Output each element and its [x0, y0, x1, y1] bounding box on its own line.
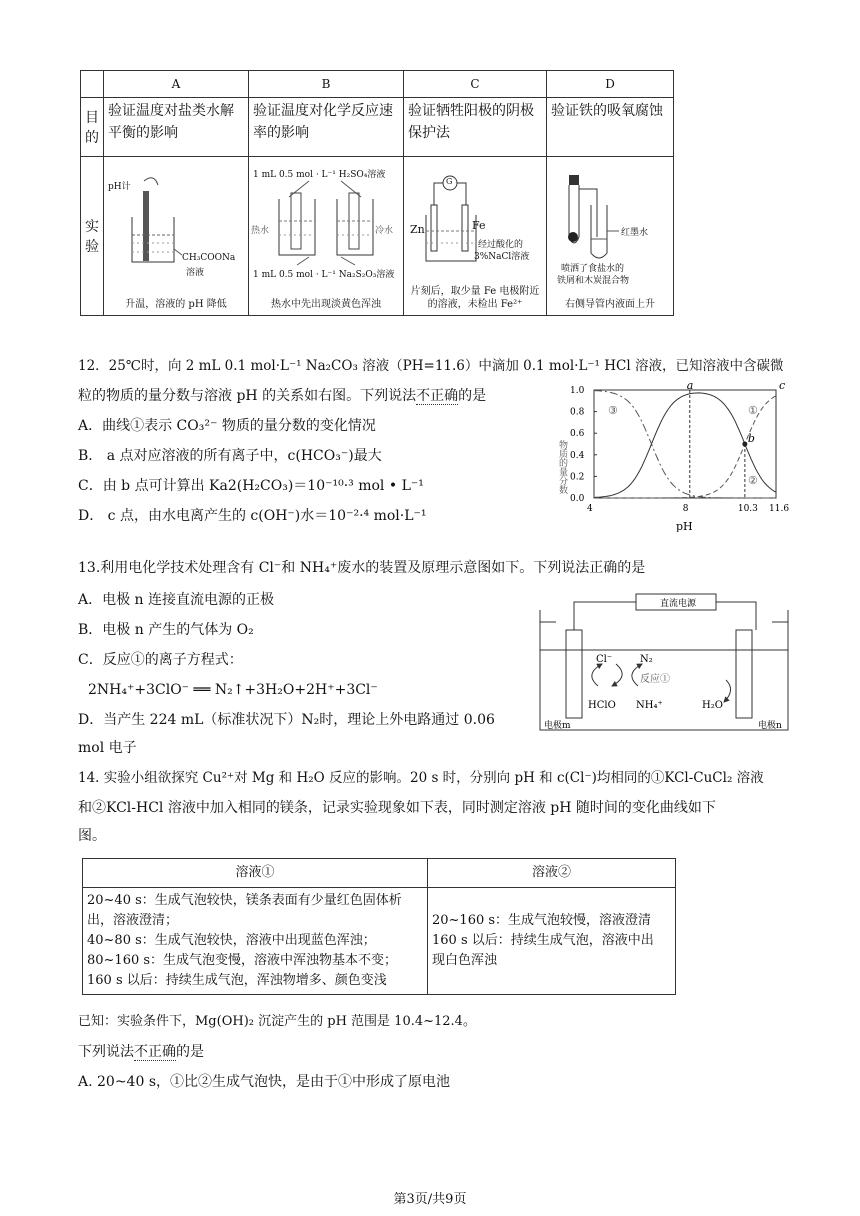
- power-supply-label: 直流电源: [660, 599, 697, 609]
- y-tick-label: 0.0: [570, 494, 585, 504]
- experiment-b-cell: [249, 157, 404, 316]
- electrode-n-rod: [736, 630, 752, 718]
- series-label-2: ②: [748, 474, 758, 487]
- reaction-1-label: 反应①: [640, 674, 670, 685]
- caption-d: 右侧导管内液面上升: [565, 299, 655, 310]
- obs-header-2: 溶液②: [428, 859, 676, 888]
- x-axis-label: pH: [676, 520, 693, 532]
- y-axis-label: 物质的量分数: [557, 440, 567, 494]
- y-tick-label: 0.8: [570, 407, 585, 418]
- caption-a: 升温，溶液的 pH 降低: [125, 299, 227, 310]
- hclo-label: HClO: [588, 700, 616, 711]
- purpose-c: 验证牺牲阳极的阴极保护法: [404, 98, 547, 157]
- x-tick-label: 4: [587, 504, 593, 514]
- ch3coona-label: CH₃COONa: [182, 253, 236, 263]
- q14-ask: [78, 1042, 204, 1062]
- x-ticks: [587, 504, 789, 514]
- purpose-b: 验证温度对化学反应速率的影响: [249, 98, 404, 157]
- obs-header-1: 溶液①: [83, 859, 428, 888]
- col-header-b: B: [249, 71, 404, 98]
- q13-stem: 13.利用电化学技术处理含有 Cl⁻和 NH₄⁺废水的装置及原理示意图如下。下列说法正确的是: [78, 560, 646, 576]
- q14-stem-line1: 14. 实验小组欲探究 Cu²⁺对 Mg 和 H₂O 反应的影响。20 s 时，分别向 pH 和 c(Cl⁻)均相同的①KCl-CuCl₂ 溶液: [78, 770, 764, 786]
- obs-col1-line: 40~80 s：生成气泡较快，溶液中出现蓝色浑浊；: [87, 933, 376, 948]
- nacl-solution-label: 3%NaCl溶液: [474, 252, 530, 262]
- cl-label: Cl⁻: [596, 654, 613, 665]
- point-b: [742, 442, 747, 447]
- fraction-vs-ph-chart: [548, 380, 792, 532]
- y-tick-label: 0.6: [570, 429, 585, 440]
- q12-option-b: B． a 点对应溶液的所有离子中，c(HCO₃⁻)最大: [78, 448, 382, 464]
- q13-option-a: A．电极 n 连接直流电源的正极: [78, 592, 275, 608]
- series-label-3: ③: [608, 404, 618, 417]
- observation-table: [82, 858, 676, 995]
- fe-electrode-label: Fe: [472, 219, 486, 232]
- h2so4-label: 1 mL 0.5 mol · L⁻¹ H₂SO₄溶液: [253, 170, 386, 180]
- experiment-a-cell: [104, 157, 249, 316]
- y-tick-label: 1.0: [570, 386, 585, 396]
- obs-col2-line: 现白色浑浊: [432, 953, 498, 968]
- red-ink-label: 红墨水: [621, 228, 649, 238]
- col-header-c: C: [404, 71, 547, 98]
- oxygen-absorption-diagram: [547, 157, 673, 315]
- ph-meter-label: pH计: [108, 182, 131, 192]
- hot-water-label: 热水: [251, 226, 270, 236]
- h2o-label: H₂O: [702, 700, 723, 711]
- obs-col1-line: 160 s 以后：持续生成气泡，浑浊物增多、颜色变浅: [87, 973, 387, 988]
- q13-equation: 2NH₄⁺+3ClO⁻ ══ N₂↑+3H₂O+2H⁺+3Cl⁻: [88, 682, 378, 698]
- experiment-table: [80, 70, 674, 316]
- q14-option-a: A. 20~40 s，①比②生成气泡快，是由于①中形成了原电池: [78, 1074, 451, 1090]
- purpose-a: 验证温度对盐类水解平衡的影响: [104, 98, 249, 157]
- x-tick-label: 8: [682, 504, 689, 514]
- obs-col1-line: 出，溶液澄清；: [87, 913, 179, 928]
- q13-option-d: D．当产生 224 mL（标准状况下）N₂时，理论上外电路通过 0.06: [78, 712, 495, 728]
- q14-note: 已知：实验条件下，Mg(OH)₂ 沉淀产生的 pH 范围是 10.4~12.4。: [78, 1014, 476, 1029]
- q14-emphasis-not-correct: 不正确: [134, 1044, 176, 1060]
- point-label-c: c: [779, 380, 786, 392]
- y-tick-label: 0.4: [570, 450, 585, 461]
- electrode-n-label: 电极n: [758, 721, 782, 731]
- purpose-d: 验证铁的吸氧腐蚀: [547, 98, 674, 157]
- q12-stem-line2: [78, 386, 486, 406]
- q12-stem-line1: 12．25℃时，向 2 mL 0.1 mol·L⁻¹ Na₂CO₃ 溶液（PH=11.6）中滴加 0.1 mol·L⁻¹ HCl 溶液，已知溶液中含碳微: [78, 358, 784, 374]
- obs-col1-line: 20~40 s：生成气泡较快，镁条表面有少量红色固体析: [87, 893, 402, 908]
- solution-label-a: 溶液: [186, 268, 205, 278]
- q13-option-d-cont: mol 电子: [78, 740, 137, 756]
- zn-electrode-label: Zn: [410, 223, 425, 236]
- q12-option-c: C．由 b 点可计算出 Ka2(H₂CO₃)＝10⁻¹⁰·³ mol • L⁻¹: [78, 478, 424, 494]
- q12-stem-part-c: 的是: [458, 388, 487, 404]
- q14-ask-part-c: 的是: [176, 1044, 204, 1060]
- galvanometer-label: G: [446, 177, 453, 186]
- q12-emphasis-not-correct: 不正确: [416, 388, 459, 404]
- caption-c: 片刻后，取少量 Fe 电极附近的溶液，未检出 Fe²⁺: [410, 286, 540, 310]
- cold-water-label: 冷水: [375, 226, 394, 236]
- n2-label: N₂: [640, 654, 653, 665]
- y-tick-label: 0.2: [570, 472, 585, 483]
- obs-col2-line: 160 s 以后：持续生成气泡，溶液中出: [432, 933, 654, 948]
- obs-col1-cell: [83, 888, 428, 995]
- x-tick-label: 10.3: [737, 504, 758, 514]
- col-header-d: D: [547, 71, 674, 98]
- electrode-m-rod: [566, 630, 582, 718]
- col-header-a: A: [104, 71, 249, 98]
- q12-option-a: A．曲线①表示 CO₃²⁻ 物质的量分数的变化情况: [78, 418, 376, 434]
- nh4-label: NH₄⁺: [636, 700, 663, 711]
- electrolysis-diagram: [536, 590, 798, 734]
- y-ticks: [570, 386, 597, 504]
- q12-option-d: D． c 点，由水电离产生的 c(OH⁻)水＝10⁻²·⁴ mol·L⁻¹: [78, 508, 427, 524]
- page-footer: 第3页/共9页: [393, 1192, 467, 1207]
- q14-ask-part-a: 下列说法: [78, 1044, 134, 1060]
- two-test-tubes-diagram: [249, 157, 403, 315]
- q14-stem-line3: 图。: [78, 828, 106, 844]
- row-label-purpose: 目的: [81, 98, 104, 157]
- point-label-b: b: [747, 432, 755, 445]
- x-tick-label: 11.6: [769, 504, 790, 514]
- obs-col1-line: 80~160 s：生成气泡变慢，溶液中浑浊物基本不变；: [87, 953, 398, 968]
- series-label-1: ①: [748, 404, 758, 417]
- electrode-m-label: 电极m: [544, 721, 571, 731]
- na2s2o3-label: 1 mL 0.5 mol · L⁻¹ Na₂S₂O₃溶液: [253, 270, 395, 280]
- iron-carbon-label: 铁屑和木炭混合物: [557, 276, 630, 286]
- q13-option-b: B．电极 n 产生的气体为 O₂: [78, 622, 254, 638]
- point-label-a: a: [686, 380, 694, 392]
- q12-stem-part-a: 粒的物质的量分数与溶液 pH 的关系如右图。下列说法: [78, 388, 417, 404]
- row-label-experiment: 实验: [81, 157, 104, 316]
- table-corner: [81, 71, 104, 98]
- caption-b: 热水中先出现淡黄色浑浊: [271, 299, 381, 310]
- experiment-d-cell: [547, 157, 674, 316]
- obs-col2-cell: [428, 888, 676, 995]
- salted-mix-label: 喷洒了食盐水的: [561, 264, 625, 274]
- obs-col2-line: 20~160 s：生成气泡较慢，溶液澄清: [432, 913, 652, 928]
- acidified-label: 经过酸化的: [478, 240, 524, 250]
- experiment-c-cell: [404, 157, 547, 316]
- q13-option-c: C．反应①的离子方程式：: [78, 652, 243, 668]
- q14-stem-line2: 和②KCl-HCl 溶液中加入相同的镁条，记录实验现象如下表，同时测定溶液 pH 随时间的变化曲线如下: [78, 800, 716, 816]
